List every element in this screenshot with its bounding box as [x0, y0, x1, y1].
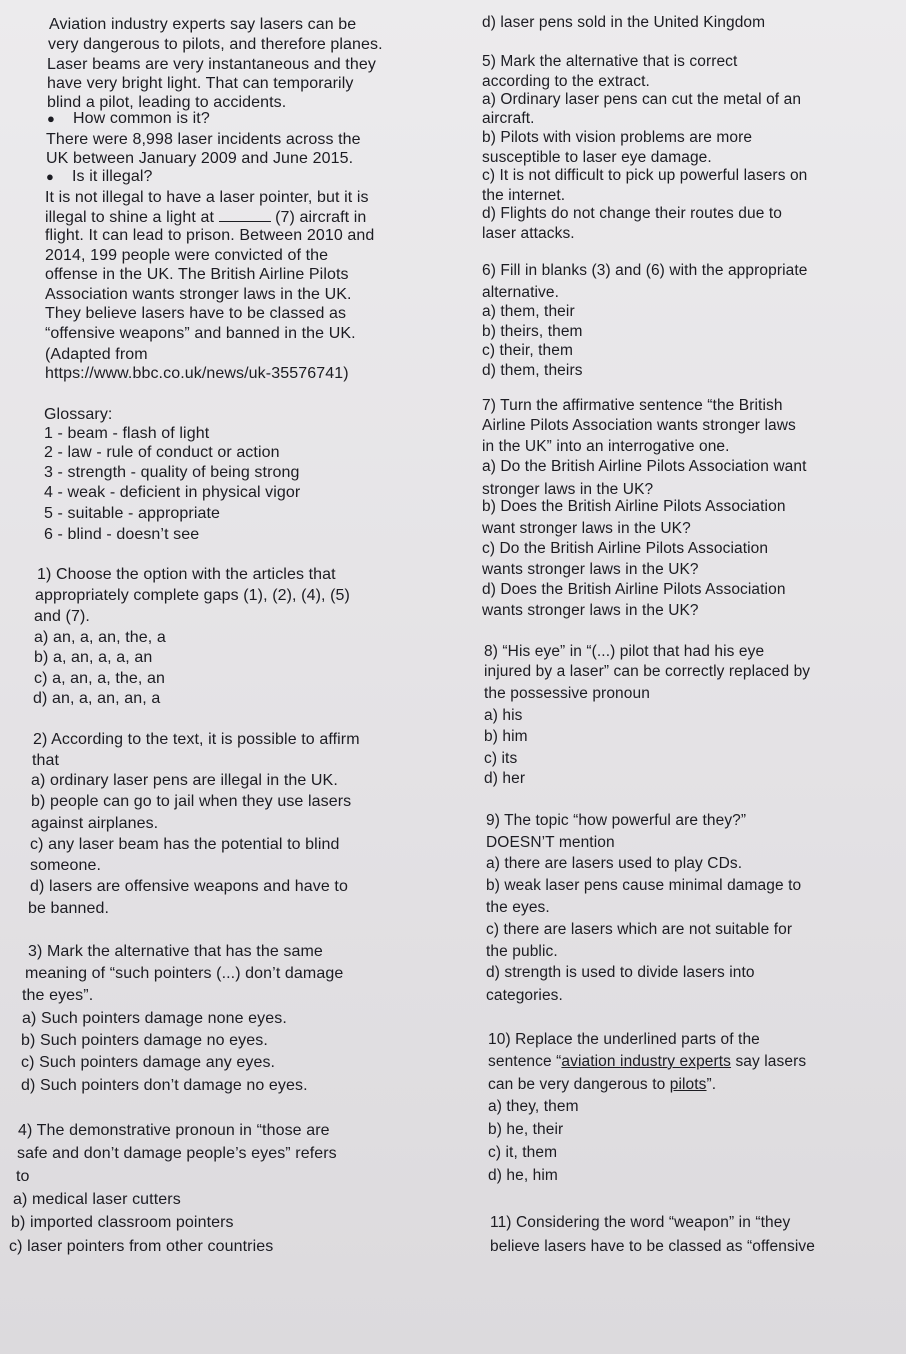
- answer-option[interactable]: a) his: [484, 707, 523, 724]
- answer-option[interactable]: c) It is not difficult to pick up powerful lasers on: [482, 167, 808, 184]
- answer-option[interactable]: aircraft.: [482, 110, 535, 127]
- answer-option[interactable]: a) there are lasers used to play CDs.: [486, 855, 743, 872]
- answer-option[interactable]: c) Such pointers damage any eyes.: [21, 1054, 276, 1071]
- question-text: and (7).: [34, 608, 90, 625]
- question-text: 8) “His eye” in “(...) pilot that had his eye: [484, 643, 765, 660]
- question-text: believe lasers have to be classed as “offensive: [490, 1238, 815, 1255]
- answer-option[interactable]: a) medical laser cutters: [13, 1191, 181, 1208]
- glossary-item: 3 - strength - quality of being strong: [44, 464, 300, 481]
- answer-option[interactable]: c) it, them: [488, 1144, 558, 1161]
- question-text: DOESN’T mention: [486, 834, 615, 851]
- question-text: 1) Choose the option with the articles that: [37, 566, 336, 583]
- underlined-phrase: aviation industry experts: [561, 1053, 732, 1070]
- question-text: the possessive pronoun: [484, 685, 650, 702]
- question-text: 3) Mark the alternative that has the same: [28, 943, 323, 960]
- glossary-item: 2 - law - rule of conduct or action: [44, 444, 280, 461]
- answer-option[interactable]: c) Do the British Airline Pilots Association: [482, 540, 769, 557]
- answer-option[interactable]: c) a, an, a, the, an: [34, 670, 165, 687]
- answer-option[interactable]: wants stronger laws in the UK?: [482, 602, 699, 619]
- answer-option[interactable]: a) them, their: [482, 303, 575, 320]
- extract-line: They believe lasers have to be classed as: [45, 305, 347, 322]
- answer-option[interactable]: d) her: [484, 770, 526, 787]
- answer-option[interactable]: against airplanes.: [31, 815, 159, 832]
- answer-option[interactable]: want stronger laws in the UK?: [482, 520, 691, 537]
- question-text: that: [32, 752, 60, 769]
- answer-option[interactable]: a) Such pointers damage none eyes.: [22, 1010, 287, 1027]
- answer-option[interactable]: someone.: [30, 857, 102, 874]
- glossary-item: 1 - beam - flash of light: [44, 425, 210, 442]
- answer-option[interactable]: d) he, him: [488, 1167, 558, 1184]
- question-text-part: ”.: [706, 1076, 717, 1093]
- question-text: in the UK” into an interrogative one.: [482, 438, 730, 455]
- question-text: 7) Turn the affirmative sentence “the British: [482, 397, 783, 414]
- question-text: appropriately complete gaps (1), (2), (4), (5): [35, 587, 350, 604]
- question-text: [488, 1075, 716, 1095]
- answer-option[interactable]: d) them, theirs: [482, 362, 583, 379]
- answer-option[interactable]: b) theirs, them: [482, 323, 583, 340]
- source-url: https://www.bbc.co.uk/news/uk-35576741): [45, 365, 349, 382]
- extract-line: (7) aircraft in: [275, 209, 367, 226]
- extract-line: flight. It can lead to prison. Between 2010 and: [45, 227, 375, 244]
- answer-option[interactable]: c) there are lasers which are not suitable for: [486, 921, 793, 938]
- answer-option[interactable]: b) Does the British Airline Pilots Association: [482, 498, 786, 515]
- question-text: 6) Fill in blanks (3) and (6) with the appropriate: [482, 262, 808, 279]
- question-text: 11) Considering the word “weapon” in “they: [490, 1214, 791, 1231]
- answer-option[interactable]: c) its: [484, 750, 518, 767]
- glossary-item: 6 - blind - doesn’t see: [44, 526, 200, 543]
- underlined-phrase: pilots: [669, 1076, 707, 1093]
- answer-option[interactable]: d) Such pointers don’t damage no eyes.: [21, 1077, 308, 1094]
- extract-line: very dangerous to pilots, and therefore planes.: [48, 36, 383, 53]
- answer-option[interactable]: wants stronger laws in the UK?: [482, 561, 699, 578]
- extract-line: offense in the UK. The British Airline Pilots: [45, 266, 349, 283]
- answer-option[interactable]: the public.: [486, 943, 558, 960]
- answer-option[interactable]: a) Ordinary laser pens can cut the metal of an: [482, 91, 802, 108]
- question-text: meaning of “such pointers (...) don’t damage: [25, 965, 344, 982]
- extract-subheading: ● How common is it?: [73, 109, 210, 129]
- extract-line: Association wants stronger laws in the UK.: [45, 286, 352, 303]
- answer-option[interactable]: b) him: [484, 728, 528, 745]
- answer-option[interactable]: stronger laws in the UK?: [482, 481, 654, 498]
- extract-line: There were 8,998 laser incidents across the: [46, 131, 361, 148]
- question-text-part: say lasers: [731, 1053, 807, 1070]
- answer-option[interactable]: susceptible to laser eye damage.: [482, 149, 712, 166]
- question-text: [488, 1052, 806, 1072]
- answer-option[interactable]: b) Such pointers damage no eyes.: [21, 1032, 268, 1049]
- question-text: safe and don’t damage people’s eyes” refers: [17, 1145, 337, 1162]
- answer-option[interactable]: the internet.: [482, 187, 566, 204]
- question-text: 10) Replace the underlined parts of the: [488, 1031, 760, 1048]
- answer-option[interactable]: b) Pilots with vision problems are more: [482, 129, 753, 146]
- extract-line: Laser beams are very instantaneous and they: [47, 56, 376, 73]
- answer-option[interactable]: b) weak laser pens cause minimal damage to: [486, 877, 802, 894]
- answer-option[interactable]: be banned.: [28, 900, 110, 917]
- glossary-title: Glossary:: [44, 406, 113, 423]
- gap-blank: [219, 207, 271, 222]
- answer-option[interactable]: d) Does the British Airline Pilots Association: [482, 581, 786, 598]
- extract-line: Aviation industry experts say lasers can be: [49, 16, 357, 33]
- answer-option[interactable]: a) Do the British Airline Pilots Association want: [482, 458, 807, 475]
- question-text: Airline Pilots Association wants stronger laws: [482, 417, 796, 434]
- answer-option[interactable]: a) they, them: [488, 1098, 579, 1115]
- question-text: the eyes”.: [22, 987, 94, 1004]
- answer-option[interactable]: b) a, an, a, a, an: [34, 649, 153, 666]
- extract-line: blind a pilot, leading to accidents.: [47, 94, 287, 111]
- answer-option[interactable]: b) imported classroom pointers: [11, 1214, 234, 1231]
- extract-line: UK between January 2009 and June 2015.: [46, 150, 354, 167]
- question-text: according to the extract.: [482, 73, 650, 90]
- extract-line: It is not illegal to have a laser pointer, but it is: [45, 189, 369, 206]
- extract-subheading: ● Is it illegal?: [72, 167, 153, 187]
- extract-line: have very bright light. That can temporarily: [47, 75, 354, 92]
- extract-line: “offensive weapons” and banned in the UK.: [45, 325, 356, 342]
- answer-option[interactable]: d) laser pens sold in the United Kingdom: [482, 14, 766, 31]
- extract-line: 2014, 199 people were convicted of the: [45, 247, 329, 264]
- answer-option[interactable]: d) lasers are offensive weapons and have to: [30, 878, 348, 895]
- question-text: 5) Mark the alternative that is correct: [482, 53, 738, 70]
- answer-option[interactable]: c) any laser beam has the potential to blind: [30, 836, 340, 853]
- glossary-item: 5 - suitable - appropriate: [44, 505, 221, 522]
- question-text: 4) The demonstrative pronoun in “those are: [18, 1122, 330, 1139]
- question-text: alternative.: [482, 284, 560, 301]
- answer-option[interactable]: d) Flights do not change their routes due to: [482, 205, 782, 222]
- question-text: to: [16, 1168, 30, 1185]
- question-text-part: sentence “: [488, 1053, 562, 1070]
- answer-option[interactable]: b) he, their: [488, 1121, 564, 1138]
- question-text-part: can be very dangerous to: [488, 1076, 670, 1093]
- source-label: (Adapted from: [45, 346, 148, 363]
- question-text: injured by a laser” can be correctly replaced by: [484, 663, 811, 680]
- answer-option[interactable]: the eyes.: [486, 899, 550, 916]
- glossary-item: 4 - weak - deficient in physical vigor: [44, 484, 301, 501]
- question-text: 9) The topic “how powerful are they?”: [486, 812, 747, 829]
- answer-option[interactable]: c) laser pointers from other countries: [9, 1238, 274, 1255]
- answer-option[interactable]: a) ordinary laser pens are illegal in the UK.: [31, 772, 338, 789]
- answer-option[interactable]: c) their, them: [482, 342, 573, 359]
- answer-option[interactable]: d) strength is used to divide lasers into: [486, 964, 755, 981]
- extract-line: illegal to shine a light at: [45, 209, 215, 226]
- answer-option[interactable]: d) an, a, an, an, a: [33, 690, 161, 707]
- answer-option[interactable]: b) people can go to jail when they use lasers: [31, 793, 352, 810]
- answer-option[interactable]: categories.: [486, 987, 563, 1004]
- answer-option[interactable]: a) an, a, an, the, a: [34, 629, 166, 646]
- answer-option[interactable]: laser attacks.: [482, 225, 575, 242]
- extract-line-with-blank: [45, 207, 366, 228]
- question-text: 2) According to the text, it is possible to affirm: [33, 731, 360, 748]
